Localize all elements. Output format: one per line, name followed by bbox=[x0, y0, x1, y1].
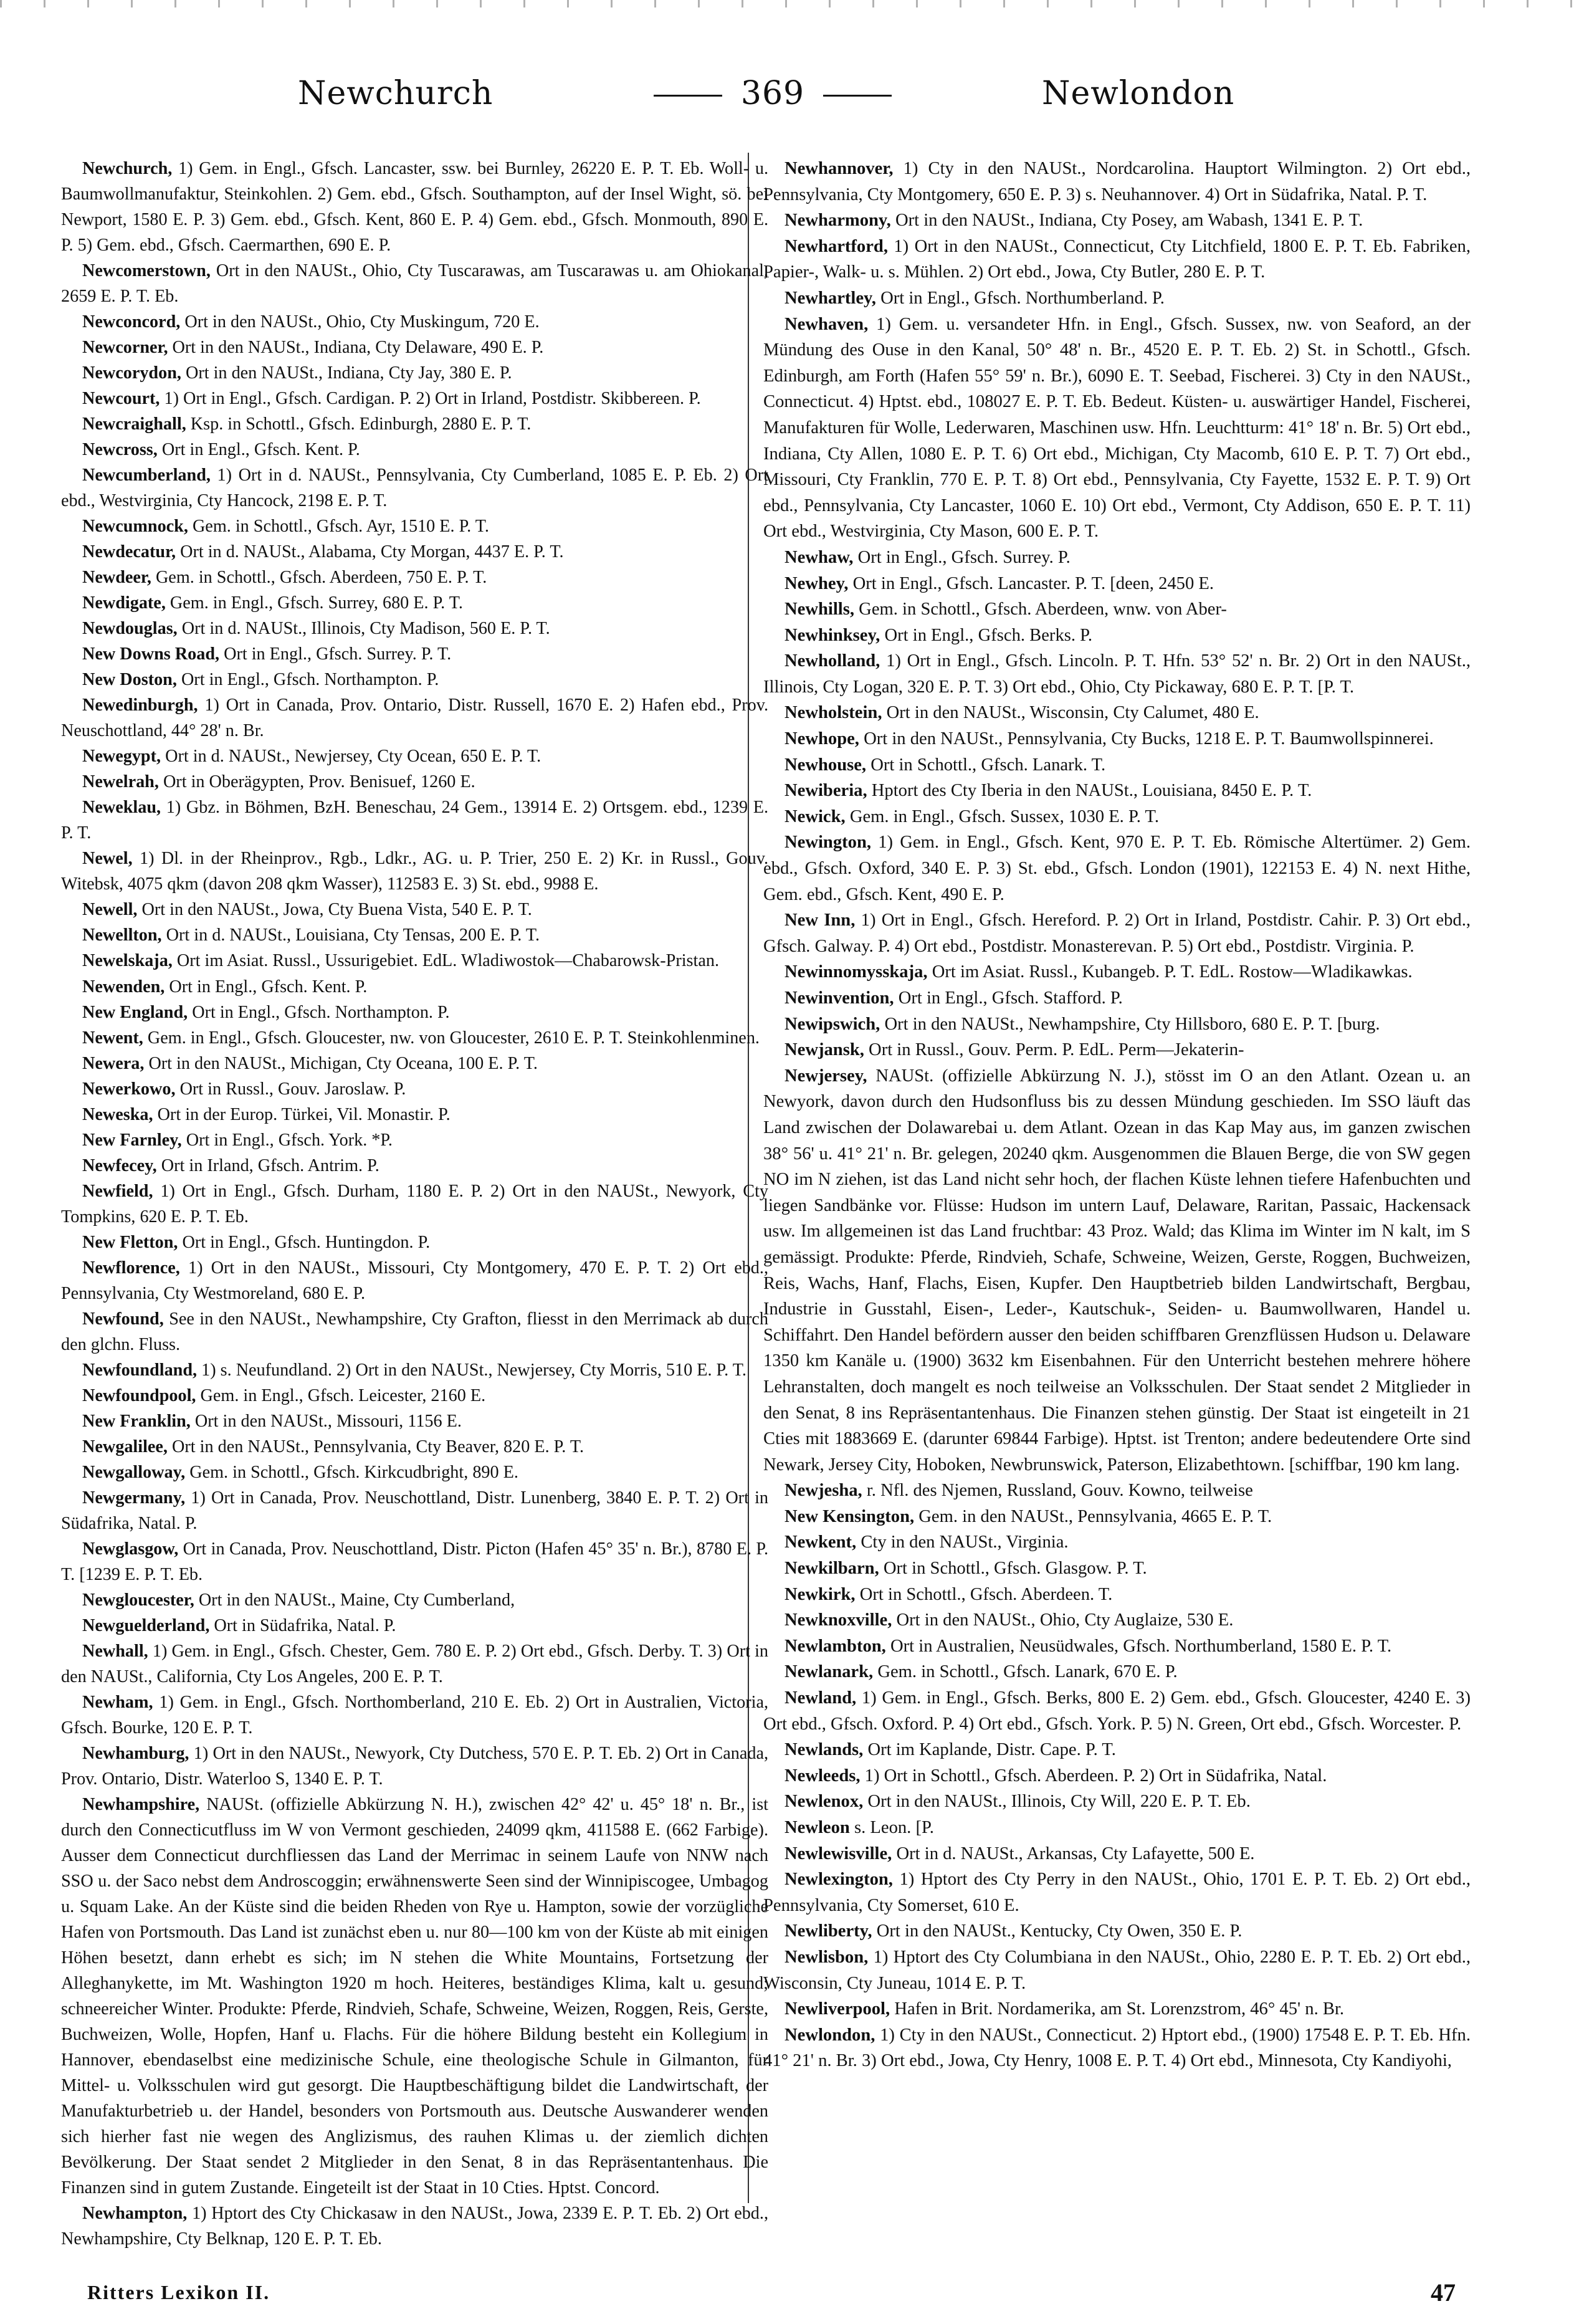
entry-text: 1) Gbz. in Böhmen, BzH. Beneschau, 24 Gem., 13914 E. 2) Ortsgem. ebd., 1239 E. P. T. bbox=[61, 798, 768, 843]
dictionary-entry bbox=[61, 1306, 768, 1357]
entry-term: Newent, bbox=[82, 1028, 143, 1048]
entry-term: Newleeds, bbox=[785, 1766, 861, 1786]
entry-text: 1) Ort in Engl., Gfsch. Hereford. P. 2) Ort in Irland, Postdistr. Cahir. P. 3) Ort ebd., Gfsch. Galway. P. 4) Ort ebd., Postdistr. Monasterevan. P. 5) Ort ebd., Postdistr. Virginia. P. bbox=[763, 911, 1471, 956]
dictionary-entry bbox=[763, 1659, 1471, 1685]
entry-text: Gem. in den NAUSt., Pennsylvania, 4665 E. P. T. bbox=[918, 1506, 1272, 1526]
entry-text: Ort in den NAUSt., Kentucky, Cty Owen, 350 E. P. bbox=[876, 1921, 1243, 1941]
entry-term: New Doston, bbox=[82, 670, 177, 690]
entry-text: Ort in den NAUSt., Jowa, Cty Buena Vista, 540 E. P. T. bbox=[141, 900, 532, 920]
dictionary-entry bbox=[763, 234, 1471, 285]
entry-term: Newgloucester, bbox=[82, 1590, 194, 1610]
entry-term: Newick, bbox=[785, 806, 846, 826]
dictionary-entry bbox=[61, 974, 768, 1000]
entry-text: Ort in d. NAUSt., Alabama, Cty Morgan, 4437 E. P. T. bbox=[180, 542, 564, 562]
entry-term: Newhamburg, bbox=[82, 1743, 189, 1763]
dictionary-entry bbox=[61, 641, 768, 667]
entry-text: Ort in den NAUSt., Ohio, Cty Tuscarawas, am Tuscarawas u. am Ohiokanal, 2659 E. P. T. Eb. bbox=[61, 261, 768, 307]
dictionary-entry bbox=[763, 1789, 1471, 1815]
entry-text: 1) Ort in den NAUSt., Missouri, Cty Montgomery, 470 E. P. T. 2) Ort ebd., Pennsylvania, Cty Westmoreland, 680 E. P. bbox=[61, 1258, 768, 1303]
entry-term: Newinvention, bbox=[785, 988, 894, 1008]
dictionary-entry bbox=[61, 411, 768, 437]
entry-term: Newland, bbox=[785, 1688, 857, 1708]
dictionary-entry bbox=[763, 1841, 1471, 1867]
dictionary-entry bbox=[763, 596, 1471, 623]
entry-term: Newglasgow, bbox=[82, 1539, 179, 1559]
dictionary-entry bbox=[61, 1102, 768, 1127]
entry-term: New Franklin, bbox=[82, 1411, 191, 1431]
entry-text: 1) Ort in Engl., Gfsch. Durham, 1180 E. P. 2) Ort in den NAUSt., Newyork, Cty Tompkins, 620 E. P. T. Eb. bbox=[61, 1181, 768, 1227]
dictionary-entry bbox=[61, 1230, 768, 1255]
dictionary-entry bbox=[61, 692, 768, 744]
entry-term: Newcross, bbox=[82, 440, 158, 460]
dictionary-entry bbox=[763, 285, 1471, 312]
dictionary-entry bbox=[61, 1179, 768, 1230]
header-left-keyword: Newchurch bbox=[298, 75, 494, 112]
entry-text: Ort in den NAUSt., Indiana, Cty Delaware, 490 E. P. bbox=[172, 338, 544, 358]
entry-text: Ort in Engl., Gfsch. Kent. P. bbox=[169, 977, 368, 997]
entry-term: Newegypt, bbox=[82, 747, 161, 767]
entry-term: Newhannover, bbox=[785, 159, 894, 178]
top-edge-dots bbox=[0, 0, 1574, 7]
entry-term: Newinnomysskaja, bbox=[785, 962, 928, 982]
dictionary-entry bbox=[763, 1011, 1471, 1038]
entry-text: Ort in Schottl., Gfsch. Glasgow. P. T. bbox=[883, 1559, 1147, 1579]
dictionary-entry bbox=[61, 590, 768, 616]
dictionary-entry bbox=[763, 907, 1471, 959]
entry-text: 1) Hptort des Cty Columbiana in den NAUSt., Ohio, 2280 E. P. T. Eb. 2) Ort ebd., Wisconsin, Cty Juneau, 1014 E. P. T. bbox=[763, 1947, 1471, 1993]
entry-term: Neweklau, bbox=[82, 798, 161, 818]
dictionary-entry bbox=[61, 1000, 768, 1025]
entry-term: Newjansk, bbox=[785, 1040, 864, 1060]
header-rule-left bbox=[654, 95, 722, 97]
entry-text: 1) Ort in den NAUSt., Newyork, Cty Dutchess, 570 E. P. T. Eb. 2) Ort in Canada, Prov. Ontario, Distr. Waterloo S, 1340 E. P. T. bbox=[61, 1743, 769, 1789]
entry-text: 1) Ort in Engl., Gfsch. Lincoln. P. T. Hfn. 53° 52' n. Br. 2) Ort in den NAUSt., Illinois, Cty Logan, 320 E. P. T. 3) Ort ebd., Ohio, Cty Pickaway, 680 E. P. T. [P. T. bbox=[763, 651, 1471, 697]
entry-text: Ort in Engl., Gfsch. Northumberland. P. bbox=[880, 288, 1165, 308]
dictionary-entry bbox=[61, 1536, 768, 1587]
dictionary-entry bbox=[763, 1944, 1471, 1996]
entry-term: Newelskaja, bbox=[82, 951, 173, 971]
dictionary-entry bbox=[763, 752, 1471, 778]
dictionary-entry bbox=[763, 545, 1471, 571]
entry-term: Newharmony, bbox=[785, 211, 891, 231]
dictionary-entry bbox=[763, 1037, 1471, 1063]
entry-term: Newedinburgh, bbox=[82, 696, 198, 715]
entry-term: Newhope, bbox=[785, 729, 859, 749]
dictionary-entry bbox=[61, 539, 768, 565]
dictionary-entry bbox=[763, 571, 1471, 597]
entry-term: New Kensington, bbox=[785, 1506, 915, 1526]
entry-term: Newholstein, bbox=[785, 703, 882, 723]
entry-term: New Downs Road, bbox=[82, 644, 220, 664]
dictionary-entry bbox=[61, 1076, 768, 1102]
header-right-keyword: Newlondon bbox=[1042, 75, 1235, 112]
dictionary-entry bbox=[61, 769, 768, 795]
entry-term: Newliberty, bbox=[785, 1921, 872, 1941]
entry-text: Gem. in Engl., Gfsch. Sussex, 1030 E. P. T. bbox=[849, 806, 1159, 826]
entry-term: Newgalilee, bbox=[82, 1437, 168, 1456]
entry-text: Ort in d. NAUSt., Louisiana, Cty Tensas, 200 E. P. T. bbox=[166, 925, 540, 945]
entry-term: Newhall, bbox=[82, 1641, 148, 1661]
dictionary-entry bbox=[61, 1357, 768, 1383]
entry-text: Ksp. in Schottl., Gfsch. Edinburgh, 2880 E. P. T. bbox=[190, 414, 532, 434]
entry-term: Newhartley, bbox=[785, 288, 876, 308]
entry-term: Newkirk, bbox=[785, 1584, 856, 1604]
entry-term: Newfield, bbox=[82, 1181, 153, 1201]
entry-text: Ort in Australien, Neusüdwales, Gfsch. Northumberland, 1580 E. P. T. bbox=[890, 1636, 1392, 1656]
entry-text: 1) Gem. in Engl., Gfsch. Northomberland, 210 E. Eb. 2) Ort in Australien, Victoria, Gfsch. Bourke, 120 E. P. T. bbox=[61, 1692, 769, 1738]
entry-term: Newconcord, bbox=[82, 312, 181, 332]
entry-term: Newflorence, bbox=[82, 1258, 180, 1278]
entry-term: Newchurch, bbox=[82, 159, 173, 178]
entry-term: Newfoundpool, bbox=[82, 1385, 196, 1405]
entry-text: Ort in Engl., Gfsch. Northampton. P. bbox=[181, 670, 439, 690]
entry-term: Newhinksey, bbox=[785, 625, 880, 645]
header-rule-right bbox=[823, 95, 892, 97]
dictionary-entry bbox=[763, 1063, 1471, 1478]
entry-term: Newholland, bbox=[785, 651, 880, 671]
dictionary-entry bbox=[61, 335, 768, 360]
entry-term: Newlondon, bbox=[785, 2025, 875, 2045]
dictionary-entry bbox=[763, 623, 1471, 649]
entry-term: Newera, bbox=[82, 1053, 145, 1073]
page-number: 369 bbox=[740, 75, 805, 112]
entry-term: Newhartford, bbox=[785, 236, 888, 256]
dictionary-entry bbox=[61, 258, 768, 309]
entry-text: Ort in den NAUSt., Michigan, Cty Oceana, 100 E. P. T. bbox=[148, 1053, 538, 1073]
dictionary-entry bbox=[61, 1408, 768, 1434]
entry-term: Newjesha, bbox=[785, 1481, 862, 1501]
entry-term: Newlisbon, bbox=[785, 1947, 869, 1967]
entry-term: Newlenox, bbox=[785, 1792, 864, 1812]
entry-term: Newhey, bbox=[785, 573, 849, 593]
dictionary-entry bbox=[763, 726, 1471, 752]
entry-term: Newliverpool, bbox=[785, 1999, 890, 2019]
entry-text: Ort in den NAUSt., Ohio, Cty Muskingum, 720 E. bbox=[184, 312, 540, 332]
entry-text: NAUSt. (offizielle Abkürzung N. H.), zwischen 42° 42' u. 45° 18' n. Br., ist durch den Connecticutfluss im W von Vermont geschieden, 24099 qkm, 411588 E. (662 Farbige). Ausser dem Connecticut durchfliessen das Land der Merrimac in seinem Laufe von NNW nach SSO u. der Saco nebst dem Androscoggin; erwähnenswerte Seen sind der Winnipiscogee, Umbagog u. Squam Lake. An der Küste sind die beiden Rheden von Rye u. Hampton, sowie der vorzügliche Hafen von Portsmouth. Das Land ist zunächst eben u. nur 80—100 km von der Küste ab mit einigen Höhen besetzt, dann erhebt es sich; im N stehen die White Mountains, Fortsetzung der Alleghanykette, im Mt. Washington 1920 m hoch. Heiteres, beständiges Klima, kalt u. gesund; schneereicher Winter. Produkte: Pferde, Rindvieh, Schafe, Schweine, Weizen, Roggen, Reis, Gerste, Buchweizen, Wolle, Hopfen, Hanf u. Flachs. Für die höhere Bildung besteht ein Kollegium in Hannover, ebendaselbst eine medizinische Schule, eine theologische Schule in Gilmanton, für Mittel- u. Volksschulen wird gut gesorgt. Die Hauptbeschäftigung bildet die Landwirtschaft, der Manufakturbetrieb u. der Handel, besonders von Portsmouth aus. Deutsche Auswanderer wenden sich hierher fast nie wegen des Anglizismus, des rauhen Klimas u. der ziemlich dichten Bevölkerung. Der Staat sendet 2 Mitglieder in den Senat, 8 in das Repräsentantenhaus. Die Finanzen sind in gutem Zustande. Eingeteilt ist der Staat in 10 Cties. Hptst. Concord. bbox=[61, 1795, 768, 2198]
entry-term: Newlewisville, bbox=[785, 1843, 892, 1863]
left-column bbox=[61, 156, 768, 2252]
entry-term: New Fletton, bbox=[82, 1232, 178, 1252]
dictionary-entry bbox=[61, 1613, 768, 1638]
entry-term: New England, bbox=[82, 1002, 188, 1022]
entry-term: Newfoundland, bbox=[82, 1360, 198, 1380]
entry-text: 1) Ort in Canada, Prov. Ontario, Distr. Russell, 1670 E. 2) Hafen ebd., Prov. Neuschottland, 44° 28' n. Br. bbox=[61, 696, 769, 741]
entry-term: Newerkowo, bbox=[82, 1079, 176, 1099]
dictionary-entry bbox=[61, 1690, 768, 1741]
dictionary-entry bbox=[61, 744, 768, 769]
dictionary-entry bbox=[763, 208, 1471, 234]
dictionary-entry bbox=[763, 700, 1471, 726]
dictionary-entry bbox=[763, 985, 1471, 1011]
entry-term: Newdouglas, bbox=[82, 619, 178, 639]
entry-term: New Inn, bbox=[785, 911, 856, 930]
entry-text: Hptort des Cty Iberia in den NAUSt., Louisiana, 8450 E. P. T. bbox=[871, 781, 1312, 801]
entry-text: Ort in den NAUSt., Newhampshire, Cty Hillsboro, 680 E. P. T. [burg. bbox=[884, 1014, 1380, 1034]
entry-text: 1) Gem. in Engl., Gfsch. Berks, 800 E. 2) Gem. ebd., Gfsch. Gloucester, 4240 E. 3) Ort ebd., Gfsch. Oxford. P. 4) Ort ebd., Gfsch. York. P. 5) N. Green, Ort ebd., Gfsch. Worcester. P. bbox=[763, 1688, 1471, 1734]
entry-text: Ort im Asiat. Russl., Kubangeb. P. T. EdL. Rostow—Wladikawkas. bbox=[932, 962, 1413, 982]
entry-text: Ort in den NAUSt., Wisconsin, Cty Calumet, 480 E. bbox=[886, 703, 1259, 723]
dictionary-entry bbox=[763, 1582, 1471, 1608]
entry-text: Ort in Russl., Gouv. Jaroslaw. P. bbox=[179, 1079, 406, 1099]
entry-text: Gem. in Engl., Gfsch. Surrey, 680 E. P. T. bbox=[169, 593, 463, 613]
entry-term: Newlexington, bbox=[785, 1870, 893, 1890]
dictionary-entry bbox=[61, 897, 768, 922]
entry-text: 1) Ort in Canada, Prov. Neuschottland, Distr. Lunenberg, 3840 E. P. T. 2) Ort in Südafrika, Natal. P. bbox=[61, 1488, 768, 1533]
entry-term: Newcraighall, bbox=[82, 414, 186, 434]
entry-text: Ort in Engl., Gfsch. Berks. P. bbox=[884, 625, 1093, 645]
dictionary-entry bbox=[763, 1815, 1471, 1841]
dictionary-entry bbox=[763, 804, 1471, 830]
entry-text: Ort in Engl., Gfsch. Stafford. P. bbox=[898, 988, 1123, 1008]
dictionary-entry bbox=[763, 959, 1471, 985]
entry-text: Ort im Kaplande, Distr. Cape. P. T. bbox=[867, 1740, 1116, 1760]
entry-term: New Farnley, bbox=[82, 1130, 182, 1150]
dictionary-entry bbox=[61, 1127, 768, 1153]
dictionary-entry bbox=[61, 156, 768, 258]
entry-text: 1) Ort in Schottl., Gfsch. Aberdeen. P. 2) Ort in Südafrika, Natal. bbox=[864, 1766, 1327, 1786]
dictionary-entry bbox=[763, 1737, 1471, 1763]
dictionary-entry bbox=[763, 1478, 1471, 1504]
entry-text: NAUSt. (offizielle Abkürzung N. J.), stösst im O an den Atlant. Ozean u. an Newyork, davon durch den Hudsonfluss bis zu dessen Mündung geschieden. Im SSO läuft das Land zwischen der Dolawarebai u. dem Atlant. Ozean in das Kap May aus, im ganzen zwischen 38° 56' u. 41° 21' n. Br. gelegen, 20240 qkm. Ausgenommen die Blauen Berge, die von SW gegen NO im N ziehen, ist das Land nicht sehr hoch, der flachen Küste lehnen tiefere Hafenbuchten und liegen Sandbänke vor. Flüsse: Hudson im untern Lauf, Delaware, Raritan, Passaic, Hackensack usw. Im allgemeinen ist das Land fruchtbar: 43 Proz. Wald; das Klima im Winter im N kalt, im S gemässigt. Produkte: Pferde, Rindvieh, Schafe, Schweine, Weizen, Gerste, Roggen, Buchweizen, Reis, Wachs, Hanf, Flachs, Eisen, Kupfer. Den Hauptbetrieb bilden Landwirtschaft, Bergbau, Industrie in Gusstahl, Eisen-, Leder-, Kautschuk-, Seiden- u. Baumwollwaren, Handel u. Schiffahrt. Den Handel befördern ausser den beiden schiffbaren Grenzflüssen Hudson u. Delaware 1350 km Kanäle u. (1900) 3632 km Eisenbahnen. Für den Unterricht bestehen mehrere höhere Lehranstalten, doch mangelt es noch teilweise an Volksschulen. Der Staat sendet 2 Mitglieder in den Senat, 8 ins Repräsentantenhaus. Die Finanzen stehen günstig. Der Staat ist eingeteilt in 21 Cties mit 1883669 E. (darunter 69844 Farbige). Hptst. ist Trenton; andere bedeutendere Orte sind Newark, Jersey City, Hoboken, Newbrunswick, Paterson, Elizabethtown. [schiffbar, 190 km lang. bbox=[763, 1066, 1471, 1475]
entry-text: Ort in den NAUSt., Missouri, 1156 E. bbox=[194, 1411, 462, 1431]
entry-text: Ort in d. NAUSt., Newjersey, Cty Ocean, 650 E. P. T. bbox=[165, 747, 541, 767]
dictionary-entry bbox=[61, 360, 768, 386]
entry-text: Ort in Südafrika, Natal. P. bbox=[214, 1615, 396, 1635]
page-header bbox=[0, 75, 1574, 143]
entry-text: Ort in Schottl., Gfsch. Lanark. T. bbox=[870, 755, 1106, 775]
dictionary-entry bbox=[61, 514, 768, 539]
dictionary-entry bbox=[61, 2201, 768, 2252]
entry-text: 1) Ort in d. NAUSt., Pennsylvania, Cty Cumberland, 1085 E. P. Eb. 2) Ort ebd., Westvirginia, Cty Hancock, 2198 E. P. T. bbox=[61, 466, 769, 511]
entry-text: 1) Gem. in Engl., Gfsch. Kent, 970 E. P. T. Eb. Römische Altertümer. 2) Gem. ebd., Gfsch. Oxford, 340 E. P. 3) St. ebd., Gfsch. London (1901), 122153 E. 4) N. next Hithe, Gem. ebd., Gfsch. Kent, 490 E. P. bbox=[763, 833, 1471, 904]
entry-text: Hafen in Brit. Nordamerika, am St. Lorenzstrom, 46° 45' n. Br. bbox=[894, 1999, 1345, 2019]
entry-text: Ort in der Europ. Türkei, Vil. Monastir. P. bbox=[157, 1104, 451, 1124]
entry-text: Ort in Schottl., Gfsch. Aberdeen. T. bbox=[859, 1584, 1113, 1604]
dictionary-entry bbox=[61, 437, 768, 462]
dictionary-entry bbox=[763, 778, 1471, 804]
entry-term: Newington, bbox=[785, 833, 872, 853]
dictionary-entry bbox=[763, 830, 1471, 907]
entry-text: Gem. in Engl., Gfsch. Gloucester, nw. von Gloucester, 2610 E. P. T. Steinkohlenminen. bbox=[147, 1028, 760, 1048]
dictionary-entry bbox=[61, 309, 768, 335]
entry-text: Gem. in Schottl., Gfsch. Aberdeen, 750 E. P. T. bbox=[155, 568, 487, 588]
dictionary-entry bbox=[763, 312, 1471, 545]
entry-text: Gem. in Schottl., Gfsch. Lanark, 670 E. P. bbox=[877, 1662, 1178, 1682]
entry-term: Newelrah, bbox=[82, 772, 159, 792]
entry-text: 1) Gem. u. versandeter Hfn. in Engl., Gfsch. Sussex, nw. von Seaford, an der Mündung des Ouse in den Kanal, 50° 48' n. Br., 4520 E. P. T. Eb. 2) St. in Schottl., Gfsch. Edinburgh, am Forth (Hafen 55° 59' n. Br.), 6090 E. T. Seebad, Fischerei. 3) Cty in den NAUSt., Connecticut. 4) Hptst. ebd., 108027 E. P. T. Eb. Bedeut. Küsten- u. auswärtiger Handel, Fischerei, Manufakturen für Wolle, Lederwaren, Maschinen usw. Hfn. Leuchtturm: 41° 18' n. Br. 5) Ort ebd., Indiana, Cty Allen, 1080 E. P. T. 6) Ort ebd., Michigan, Cty Macomb, 610 E. P. T. 7) Ort ebd., Missouri, Cty Franklin, 770 E. P. T. 8) Ort ebd., Pennsylvania, Cty Fayette, 1532 E. P. T. 9) Ort ebd., Pennsylvania, Cty Lancaster, 1060 E. 10) Ort ebd., Vermont, Cty Addison, 650 E. P. T. 11) Ort ebd., Westvirginia, Cty Mason, 600 E. P. T. bbox=[763, 314, 1471, 542]
dictionary-entry bbox=[61, 1587, 768, 1613]
entry-text: 1) Hptort des Cty Perry in den NAUSt., Ohio, 1701 E. P. T. Eb. 2) Ort ebd., Pennsylvania, Cty Somerset, 610 E. bbox=[763, 1870, 1471, 1915]
dictionary-entry bbox=[61, 846, 768, 897]
entry-text: Ort in den NAUSt., Indiana, Cty Posey, am Wabash, 1341 E. P. T. bbox=[895, 211, 1363, 231]
dictionary-entry bbox=[763, 1996, 1471, 2022]
dictionary-entry bbox=[763, 1867, 1471, 1918]
footer-publication: Ritters Lexikon II. bbox=[87, 2281, 270, 2303]
dictionary-entry bbox=[763, 1504, 1471, 1530]
dictionary-entry bbox=[61, 667, 768, 692]
dictionary-entry bbox=[763, 2022, 1471, 2074]
dictionary-entry bbox=[61, 922, 768, 948]
entry-term: Newcumnock, bbox=[82, 517, 188, 537]
entry-term: Newhampton, bbox=[82, 2204, 188, 2224]
entry-text: r. Nfl. des Njemen, Russland, Gouv. Kowno, teilweise bbox=[866, 1481, 1253, 1501]
entry-text: 1) Gem. in Engl., Gfsch. Chester, Gem. 780 E. P. 2) Ort ebd., Gfsch. Derby. T. 3) Ort in den NAUSt., California, Cty Los Angeles, 200 E. P. T. bbox=[61, 1641, 768, 1686]
dictionary-entry bbox=[61, 1485, 768, 1536]
dictionary-entry bbox=[763, 1685, 1471, 1737]
entry-term: Newcomerstown, bbox=[82, 261, 211, 281]
entry-term: Newguelderland, bbox=[82, 1615, 210, 1635]
dictionary-entry bbox=[763, 1763, 1471, 1789]
entry-text: See in den NAUSt., Newhampshire, Cty Grafton, fliesst in den Merrimack ab durch den glchn. Fluss. bbox=[61, 1309, 769, 1354]
entry-text: s. Leon. [P. bbox=[854, 1818, 934, 1837]
entry-term: Newenden, bbox=[82, 977, 165, 997]
entry-text: Ort in d. NAUSt., Illinois, Cty Madison, 560 E. P. T. bbox=[181, 619, 550, 639]
entry-term: Newlanark, bbox=[785, 1662, 874, 1682]
entry-text: Ort in Engl., Gfsch. Northampton. P. bbox=[192, 1002, 450, 1022]
dictionary-entry bbox=[61, 462, 768, 514]
entry-term: Newdeer, bbox=[82, 568, 151, 588]
footer-signature-number: 47 bbox=[1431, 2279, 1456, 2307]
entry-term: Newcorner, bbox=[82, 338, 168, 358]
entry-term: Newham, bbox=[82, 1692, 153, 1712]
dictionary-entry bbox=[61, 1383, 768, 1408]
entry-text: Ort in Russl., Gouv. Perm. P. EdL. Perm—Jekaterin- bbox=[869, 1040, 1244, 1060]
entry-term: Newleon bbox=[785, 1818, 850, 1837]
entry-text: Ort in Engl., Gfsch. York. *P. bbox=[186, 1130, 393, 1150]
entry-text: Ort in Engl., Gfsch. Surrey. P. T. bbox=[224, 644, 452, 664]
dictionary-entry bbox=[763, 1918, 1471, 1944]
entry-term: Newfecey, bbox=[82, 1155, 157, 1175]
entry-term: Newel, bbox=[82, 849, 133, 869]
entry-term: Newhills, bbox=[785, 600, 855, 619]
header-page-number-block bbox=[629, 75, 916, 112]
entry-term: Newdecatur, bbox=[82, 542, 176, 562]
dictionary-entry bbox=[61, 1638, 768, 1690]
entry-term: Newcumberland, bbox=[82, 466, 211, 485]
entry-term: Newlambton, bbox=[785, 1636, 886, 1656]
entry-term: Newcourt, bbox=[82, 389, 160, 409]
entry-text: Ort in den NAUSt., Pennsylvania, Cty Bucks, 1218 E. P. T. Baumwollspinnerei. bbox=[864, 729, 1434, 749]
dictionary-entry bbox=[763, 648, 1471, 700]
dictionary-entry bbox=[763, 1529, 1471, 1556]
entry-text: 1) Ort in Engl., Gfsch. Cardigan. P. 2) Ort in Irland, Postdistr. Skibbereen. P. bbox=[164, 389, 701, 409]
entry-text: Ort in Oberägypten, Prov. Benisuef, 1260 E. bbox=[163, 772, 475, 792]
entry-text: 1) Ort in den NAUSt., Connecticut, Cty Litchfield, 1800 E. P. T. Eb. Fabriken, Papier-, Walk- u. s. Mühlen. 2) Ort ebd., Jowa, Cty Butler, 280 E. P. T. bbox=[763, 236, 1471, 282]
entry-term: Newlands, bbox=[785, 1740, 864, 1760]
right-column bbox=[763, 156, 1471, 2074]
dictionary-entry bbox=[763, 156, 1471, 208]
entry-text: 1) Gem. in Engl., Gfsch. Lancaster, ssw. bei Burnley, 26220 E. P. T. Eb. Woll- u. Baumwollmanufaktur, Steinkohlen. 2) Gem. ebd., Gfsch. Southampton, auf der Insel Wight, sö. bei Newport, 1580 E. P. 3) Gem. ebd., Gfsch. Kent, 860 E. P. 4) Gem. ebd., Gfsch. Monmouth, 890 E. P. 5) Gem. ebd., Gfsch. Caermarthen, 690 E. P. bbox=[61, 159, 768, 256]
entry-term: Newkilbarn, bbox=[785, 1559, 879, 1579]
entry-term: Newjersey, bbox=[785, 1066, 867, 1086]
entry-term: Newhampshire, bbox=[82, 1795, 200, 1814]
entry-text: Ort in Canada, Prov. Neuschottland, Distr. Picton (Hafen 45° 35' n. Br.), 8780 E. P. T. [1239 E. P. T. Eb. bbox=[61, 1539, 768, 1584]
dictionary-entry bbox=[61, 616, 768, 641]
entry-text: 1) Cty in den NAUSt., Connecticut. 2) Hptort ebd., (1900) 17548 E. P. T. Eb. Hfn. 41° 21' n. Br. 3) Ort ebd., Jowa, Cty Henry, 1008 E. P. T. 4) Ort ebd., Minnesota, Cty Kandiyohi, bbox=[763, 2025, 1471, 2071]
entry-text: Gem. in Engl., Gfsch. Leicester, 2160 E. bbox=[200, 1385, 486, 1405]
entry-term: Newknoxville, bbox=[785, 1610, 892, 1630]
entry-text: Gem. in Schottl., Gfsch. Ayr, 1510 E. P. T. bbox=[192, 517, 489, 537]
entry-term: Newhaw, bbox=[785, 547, 854, 567]
entry-text: Gem. in Schottl., Gfsch. Kirkcudbright, 890 E. bbox=[189, 1462, 518, 1482]
entry-text: Ort in den NAUSt., Maine, Cty Cumberland, bbox=[198, 1590, 515, 1610]
dictionary-entry bbox=[61, 1741, 768, 1792]
entry-term: Newcorydon, bbox=[82, 363, 181, 383]
entry-text: 1) Dl. in der Rheinprov., Rgb., Ldkr., AG. u. P. Trier, 250 E. 2) Kr. in Russl., Gouv. Witebsk, 4075 qkm (davon 208 qkm Wasser), 112583 E. 3) St. ebd., 9988 E. bbox=[61, 849, 769, 894]
dictionary-entry bbox=[61, 565, 768, 590]
entry-term: Newgermany, bbox=[82, 1488, 186, 1508]
entry-text: Ort in Engl., Gfsch. Lancaster. P. T. [deen, 2450 E. bbox=[852, 573, 1214, 593]
dictionary-entry bbox=[61, 1153, 768, 1179]
entry-text: Gem. in Schottl., Gfsch. Aberdeen, wnw. von Aber- bbox=[859, 600, 1227, 619]
dictionary-entry bbox=[61, 1255, 768, 1306]
entry-text: 1) Cty in den NAUSt., Nordcarolina. Hauptort Wilmington. 2) Ort ebd., Pennsylvania, Cty Montgomery, 650 E. P. 3) s. Neuhannover. 4) Ort in Südafrika, Natal. P. T. bbox=[763, 159, 1471, 204]
entry-term: Newhaven, bbox=[785, 314, 869, 334]
entry-term: Newell, bbox=[82, 900, 138, 920]
dictionary-entry bbox=[763, 1607, 1471, 1633]
entry-term: Newipswich, bbox=[785, 1014, 880, 1034]
entry-term: Newhouse, bbox=[785, 755, 867, 775]
entry-term: Newfound, bbox=[82, 1309, 164, 1329]
entry-term: Newellton, bbox=[82, 925, 162, 945]
entry-term: Neweska, bbox=[82, 1104, 153, 1124]
entry-text: 1) s. Neufundland. 2) Ort in den NAUSt., Newjersey, Cty Morris, 510 E. P. T. bbox=[201, 1360, 746, 1380]
dictionary-entry bbox=[61, 1434, 768, 1460]
dictionary-entry bbox=[763, 1556, 1471, 1582]
entry-term: Newdigate, bbox=[82, 593, 166, 613]
entry-text: Ort in Irland, Gfsch. Antrim. P. bbox=[161, 1155, 379, 1175]
entry-term: Newkent, bbox=[785, 1533, 857, 1552]
entry-text: Ort in d. NAUSt., Arkansas, Cty Lafayette, 500 E. bbox=[896, 1843, 1255, 1863]
dictionary-entry bbox=[61, 1051, 768, 1076]
entry-text: Ort in den NAUSt., Pennsylvania, Cty Beaver, 820 E. P. T. bbox=[172, 1437, 584, 1456]
entry-text: 1) Hptort des Cty Chickasaw in den NAUSt., Jowa, 2339 E. P. T. Eb. 2) Ort ebd., Newhampshire, Cty Belknap, 120 E. P. T. Eb. bbox=[61, 2204, 768, 2249]
entry-term: Newiberia, bbox=[785, 781, 867, 801]
dictionary-entry bbox=[61, 795, 768, 846]
dictionary-entry bbox=[61, 1025, 768, 1051]
dictionary-entry bbox=[763, 1633, 1471, 1660]
dictionary-entry bbox=[61, 948, 768, 973]
entry-text: Cty in den NAUSt., Virginia. bbox=[861, 1533, 1069, 1552]
entry-text: Ort in Engl., Gfsch. Huntingdon. P. bbox=[182, 1232, 431, 1252]
entry-text: Ort in den NAUSt., Ohio, Cty Auglaize, 530 E. bbox=[896, 1610, 1234, 1630]
entry-text: Ort in den NAUSt., Illinois, Cty Will, 220 E. P. T. Eb. bbox=[867, 1792, 1251, 1812]
dictionary-entry bbox=[61, 1792, 768, 2201]
entry-term: Newgalloway, bbox=[82, 1462, 186, 1482]
entry-text: Ort in den NAUSt., Indiana, Cty Jay, 380 E. P. bbox=[185, 363, 512, 383]
entry-text: Ort in Engl., Gfsch. Surrey. P. bbox=[857, 547, 1071, 567]
dictionary-entry bbox=[61, 1460, 768, 1485]
dictionary-entry bbox=[61, 386, 768, 411]
entry-text: Ort im Asiat. Russl., Ussurigebiet. EdL. Wladiwostok—Chabarowsk-Pristan. bbox=[176, 951, 719, 971]
entry-text: Ort in Engl., Gfsch. Kent. P. bbox=[161, 440, 360, 460]
